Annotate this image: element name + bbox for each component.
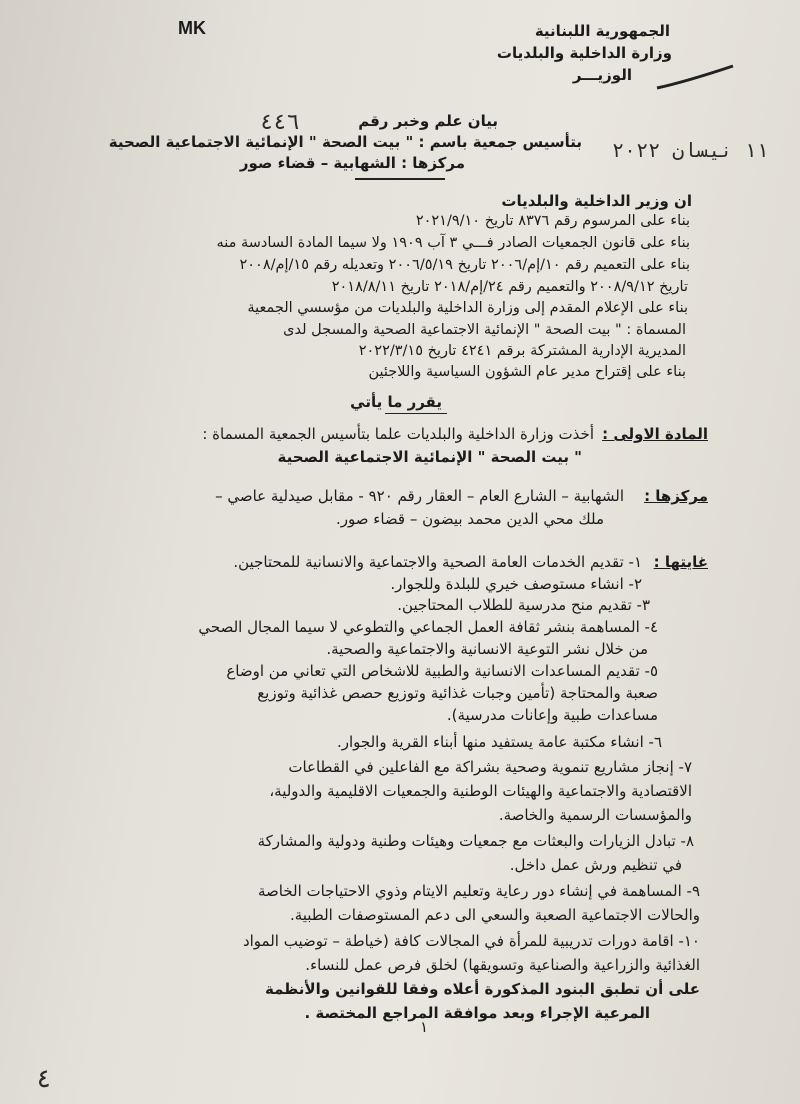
- goal-line: ٧- إنجاز مشاريع تنموية وصحية بشراكة مع الفاعلين في القطاعات: [288, 758, 692, 776]
- hq-line-2: ملك محي الدين محمد بيضون – قضاء صور.: [336, 510, 604, 528]
- basis-line-6: المسماة : " بيت الصحة " الإنمائية الاجتماعية الصحية والمسجل لدى: [283, 322, 686, 338]
- goal-line: ٢- انشاء مستوصف خيري للبلدة وللجوار.: [390, 575, 642, 593]
- goal-line: في تنظيم ورش عمل داخل.: [509, 856, 682, 874]
- goal-line: صعبة والمحتاجة (تأمين وجبات غذائية وتوزيع حصص غذائية وتوزيع: [257, 684, 658, 702]
- issue-date: ١١ نيسان ٢٠٢٢: [612, 138, 769, 162]
- goal-line: الاقتصادية والاجتماعية والهيئات الوطنية والجمعيات الاقليمية والدولية،: [269, 782, 692, 800]
- goal-line: ١٠- اقامة دورات تدريبية للمرأة في المجالات كافة (خياطة – توضيب المواد: [242, 932, 700, 950]
- closing-line-1: على أن تطبق البنود المذكورة أعلاه وفقا للقوانين والأنظمة: [265, 980, 700, 998]
- association-title: بتأسيس جمعية باسم : " بيت الصحة " الإنمائية الاجتماعية الصحية: [108, 133, 582, 151]
- goal-line: ٩- المساهمة في إنشاء دور رعاية وتعليم الايتام وذوي الاحتياجات الخاصة: [258, 882, 700, 900]
- goal-line: والحالات الاجتماعية الصعبة والسعي الى دعم المستوصفات الطبية.: [289, 906, 700, 924]
- goal-line: ٨- تبادل الزيارات والبعثات مع جمعيات وهيئات وطنية ودولية والمشاركة: [257, 832, 694, 850]
- article1-label: المادة الاولى :: [602, 425, 708, 443]
- hq-line-1: الشهابية – الشارع العام – العقار رقم ٩٢٠ - مقابل صيدلية عاصي –: [215, 487, 624, 505]
- decision-heading: يقرر ما يأتي: [350, 393, 442, 411]
- minister-heading: الوزيـــر: [572, 66, 632, 84]
- basis-line-2: بناء على قانون الجمعيات الصادر فـــي ٣ آب ١٩٠٩ ولا سيما المادة السادسة منه: [216, 235, 690, 251]
- goal-line: من خلال نشر التوعية الانسانية والاجتماعية والصحية.: [326, 640, 648, 658]
- ministry-heading: وزارة الداخلية والبلديات: [496, 44, 672, 62]
- statement-title: بيان علم وخبر رقم: [358, 112, 498, 130]
- title-underline: [355, 178, 445, 180]
- goal-line: ٦- انشاء مكتبة عامة يستفيد منها أبناء القرية والجوار.: [337, 733, 662, 751]
- goal-line: ٤- المساهمة بنشر ثقافة العمل الجماعي والتطوعي لا سيما المجال الصحي: [198, 618, 658, 636]
- mk-initials: MK: [178, 18, 206, 38]
- goal-line: ١- تقديم الخدمات العامة الصحية والاجتماعية والانسانية للمحتاجين.: [233, 553, 642, 571]
- basis-line-3: بناء على التعميم رقم ١٠/إم/٢٠٠٦ تاريخ ٢٠٠٦/٥/١٩ وتعديله رقم ١٥/إم/٢٠٠٨: [239, 257, 690, 273]
- republic-heading: الجمهورية اللبنانية: [534, 22, 670, 40]
- basis-line-5: بناء على الإعلام المقدم إلى وزارة الداخلية والبلديات من مؤسسي الجمعية: [247, 300, 688, 316]
- basis-line-7: المديرية الإدارية المشتركة برقم ٤٢٤١ تاريخ ٢٠٢٢/٣/١٥: [358, 343, 686, 359]
- hq-label: مركزها :: [644, 487, 708, 505]
- pen-stroke-mark: [655, 64, 735, 92]
- page-number: ١: [420, 1018, 429, 1036]
- basis-line-8: بناء على إقتراح مدير عام الشؤون السياسية واللاجئين: [368, 364, 686, 380]
- closing-line-2: المرعية الإجراء وبعد موافقة المراجع المختصة .: [304, 1004, 650, 1022]
- goal-line: الغذائية والزراعية والصناعية وتسويقها) لخلق فرص عمل للنساء.: [305, 956, 700, 974]
- decision-underline: [385, 413, 447, 414]
- article1-text: أخذت وزارة الداخلية والبلديات علما بتأسيس الجمعية المسماة :: [202, 425, 594, 443]
- handwritten-corner-mark: ٤: [36, 1064, 52, 1094]
- statement-number: ٤٤٦: [260, 110, 300, 135]
- goal-line: والمؤسسات الرسمية والخاصة.: [498, 806, 692, 824]
- basis-line-1: بناء على المرسوم رقم ٨٣٧٦ تاريخ ٢٠٢١/٩/١٠: [415, 213, 690, 229]
- goal-line: ٥- تقديم المساعدات الانسانية والطبية للاشخاص التي تعاني من اوضاع: [226, 662, 658, 680]
- goals-label: غايتها :: [653, 553, 708, 571]
- goal-line: مساعدات طبية وإعانات مدرسية).: [446, 706, 658, 724]
- association-hq-title: مركزها : الشهابية – قضاء صور: [239, 154, 465, 172]
- association-name: " بيت الصحة " الإنمائية الاجتماعية الصحية: [277, 448, 582, 466]
- basis-line-4: تاريخ ٢٠٠٨/٩/١٢ والتعميم رقم ٢٤/إم/٢٠١٨ تاريخ ٢٠١٨/٨/١١: [331, 279, 688, 295]
- goal-line: ٣- تقديم منح مدرسية للطلاب المحتاجين.: [397, 596, 650, 614]
- minister-intro: ان وزير الداخلية والبلديات: [501, 192, 692, 210]
